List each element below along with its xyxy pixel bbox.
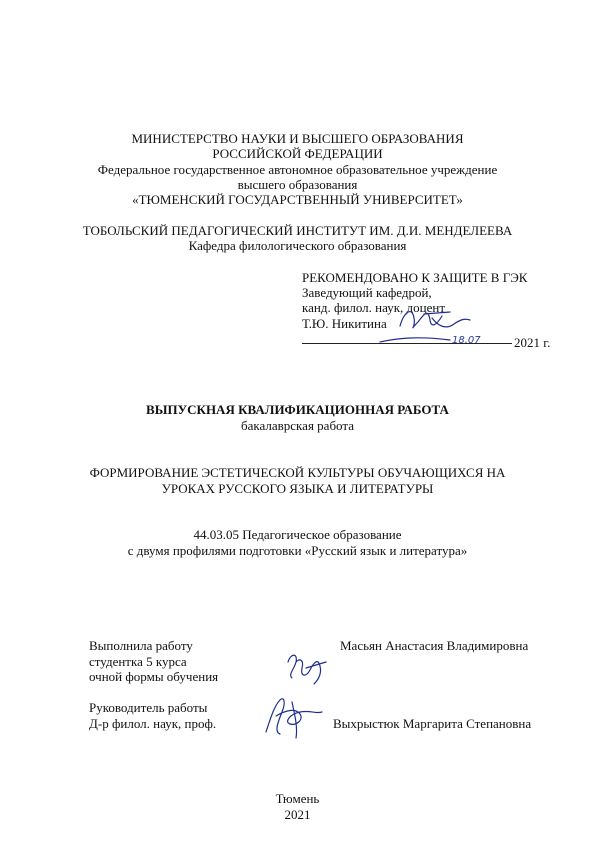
supervisor-signature xyxy=(256,692,328,742)
work-subtype: бакалаврская работа xyxy=(241,418,354,433)
student-label-1: Выполнила работу xyxy=(89,638,193,653)
work-title-line-1: ФОРМИРОВАНИЕ ЭСТЕТИЧЕСКОЙ КУЛЬТУРЫ ОБУЧАЮЩИХСЯ НА xyxy=(89,465,506,480)
ministry-line-2: РОССИЙСКОЙ ФЕДЕРАЦИИ xyxy=(212,146,383,161)
ministry-line-1: МИНИСТЕРСТВО НАУКИ И ВЫСШЕГО ОБРАЗОВАНИЯ xyxy=(131,131,464,146)
student-label-2: студентка 5 курса xyxy=(89,654,187,669)
supervisor-label-1: Руководитель работы xyxy=(89,700,208,715)
department-name: Кафедра филологического образования xyxy=(188,238,407,253)
specialty-profiles: с двумя профилями подготовки «Русский язык и литература» xyxy=(127,543,468,558)
institution-type-line-2: высшего образования xyxy=(237,177,358,192)
approval-year: 2021 г. xyxy=(514,335,551,350)
university-name: «ТЮМЕНСКИЙ ГОСУДАРСТВЕННЫЙ УНИВЕРСИТЕТ» xyxy=(132,192,463,207)
supervisor-label-2: Д-р филол. наук, проф. xyxy=(89,716,217,731)
footer-year: 2021 xyxy=(284,807,311,822)
student-name: Масьян Анастасия Владимировна xyxy=(340,638,529,653)
student-signature xyxy=(282,648,332,688)
specialty-code: 44.03.05 Педагогическое образование xyxy=(193,527,402,542)
approval-degree: канд. филол. наук, доцент xyxy=(302,300,446,315)
work-type: ВЫПУСКНАЯ КВАЛИФИКАЦИОННАЯ РАБОТА xyxy=(146,402,449,417)
date-stroke xyxy=(378,330,458,346)
footer-city: Тюмень xyxy=(275,791,320,806)
supervisor-name: Выхрыстюк Маргарита Степановна xyxy=(333,716,532,731)
student-label-3: очной формы обучения xyxy=(89,669,219,684)
approval-position: Заведующий кафедрой, xyxy=(302,285,432,300)
approval-handwritten-date: 18.07 xyxy=(452,335,481,346)
institution-type-line-1: Федеральное государственное автономное образовательное учреждение xyxy=(97,162,498,177)
approval-name: Т.Ю. Никитина xyxy=(302,316,387,331)
institute-name: ТОБОЛЬСКИЙ ПЕДАГОГИЧЕСКИЙ ИНСТИТУТ ИМ. Д.И. МЕНДЕЛЕЕВА xyxy=(82,223,513,238)
approval-title: РЕКОМЕНДОВАНО К ЗАЩИТЕ В ГЭК xyxy=(302,270,528,285)
work-title-line-2: УРОКАХ РУССКОГО ЯЗЫКА И ЛИТЕРАТУРЫ xyxy=(161,481,434,496)
